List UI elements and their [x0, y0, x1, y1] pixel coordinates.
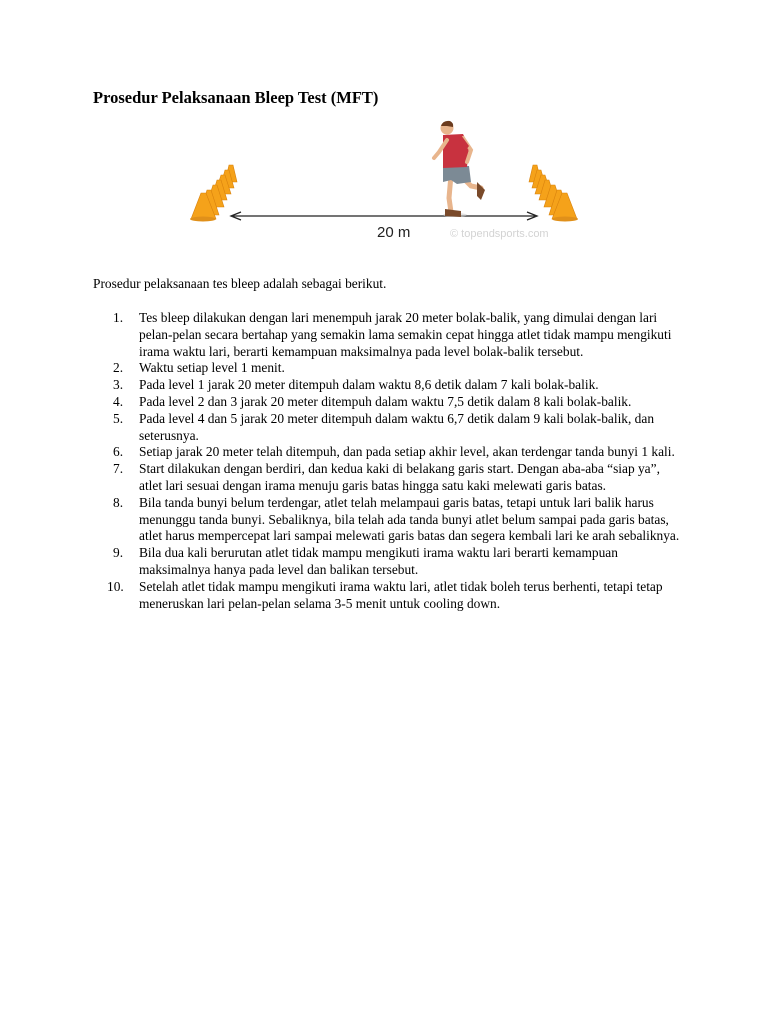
list-number: 10.: [107, 578, 124, 594]
list-number: 5.: [113, 410, 124, 426]
list-text: Bila dua kali berurutan atlet tidak mampu mengikuti irama waktu lari berarti kemampuan maksimalnya hanya pada level dan balikan tersebut.: [139, 545, 618, 577]
list-number: 3.: [113, 377, 124, 393]
traffic-cone-icon: [190, 165, 237, 222]
procedure-list: [93, 310, 683, 612]
list-number: 4.: [113, 393, 124, 409]
double-arrow-icon: [231, 212, 537, 220]
list-text: Pada level 4 dan 5 jarak 20 meter ditempuh dalam waktu 6,7 detik dalam 9 kali bolak-balik, dan seterusnya.: [139, 410, 655, 443]
list-text: Pada level 2 dan 3 jarak 20 meter ditempuh dalam waktu 7,5 detik dalam 8 kali bolak-balik.: [139, 393, 632, 409]
list-item: [93, 360, 683, 377]
intro-paragraph: Prosedur pelaksanaan tes bleep adalah sebagai berikut.: [93, 276, 387, 291]
list-number: 8.: [113, 494, 124, 510]
list-item: [93, 411, 683, 445]
list-item: [93, 545, 683, 579]
list-item: [93, 461, 683, 495]
list-item: [93, 394, 683, 411]
list-number: 6.: [113, 444, 124, 460]
bleep-test-figure: [185, 120, 585, 245]
list-number: 1.: [113, 310, 124, 325]
watermark: © topendsports.com: [450, 228, 549, 240]
list-item: [93, 310, 683, 360]
list-text: Tes bleep dilakukan dengan lari menempuh jarak 20 meter bolak-balik, yang dimulai dengan lari pelan-pelan secara bertahap yang semakin lama semakin cepat hingga atlet tidak mampu mengikuti irama waktu lari, berarti kemampuan maksimalnya pada level bolak-balik tersebut.: [139, 310, 672, 359]
list-text: Setiap jarak 20 meter telah ditempuh, dan pada setiap akhir level, akan terdengar tanda bunyi 1 kali.: [139, 444, 675, 460]
list-item: [93, 495, 683, 545]
list-number: 7.: [113, 461, 124, 477]
list-number: 2.: [113, 360, 124, 376]
list-text: Pada level 1 jarak 20 meter ditempuh dalam waktu 8,6 detik dalam 7 kali bolak-balik.: [139, 377, 599, 393]
list-item: [93, 579, 683, 613]
list-item: [93, 444, 683, 461]
list-item: [93, 377, 683, 394]
list-text: Setelah atlet tidak mampu mengikuti irama waktu lari, atlet tidak boleh terus berhenti, tetapi tetap meneruskan lari pelan-pelan selama 3-5 menit untuk cooling down.: [139, 578, 663, 611]
page-title: Prosedur Pelaksanaan Bleep Test (MFT): [93, 88, 379, 107]
list-text: Waktu setiap level 1 menit.: [139, 360, 285, 376]
distance-label: 20 m: [377, 224, 411, 241]
list-number: 9.: [113, 545, 124, 561]
traffic-cone-icon: [529, 165, 578, 222]
list-text: Bila tanda bunyi belum terdengar, atlet telah melampaui garis batas, tetapi untuk lari balik harus menunggu tanda bunyi. Sebaliknya, bila telah ada tanda bunyi atlet belum sampai pada garis batas, atlet harus mempercepat lari sampai melewati garis batas dan segera kembali lari ke arah sebaliknya.: [139, 494, 680, 544]
runner-icon: [434, 121, 485, 217]
list-text: Start dilakukan dengan berdiri, dan kedua kaki di belakang garis start. Dengan aba-aba “siap ya”, atlet lari sesuai dengan irama menuju garis batas hingga satu kaki melewati garis batas.: [139, 461, 660, 493]
